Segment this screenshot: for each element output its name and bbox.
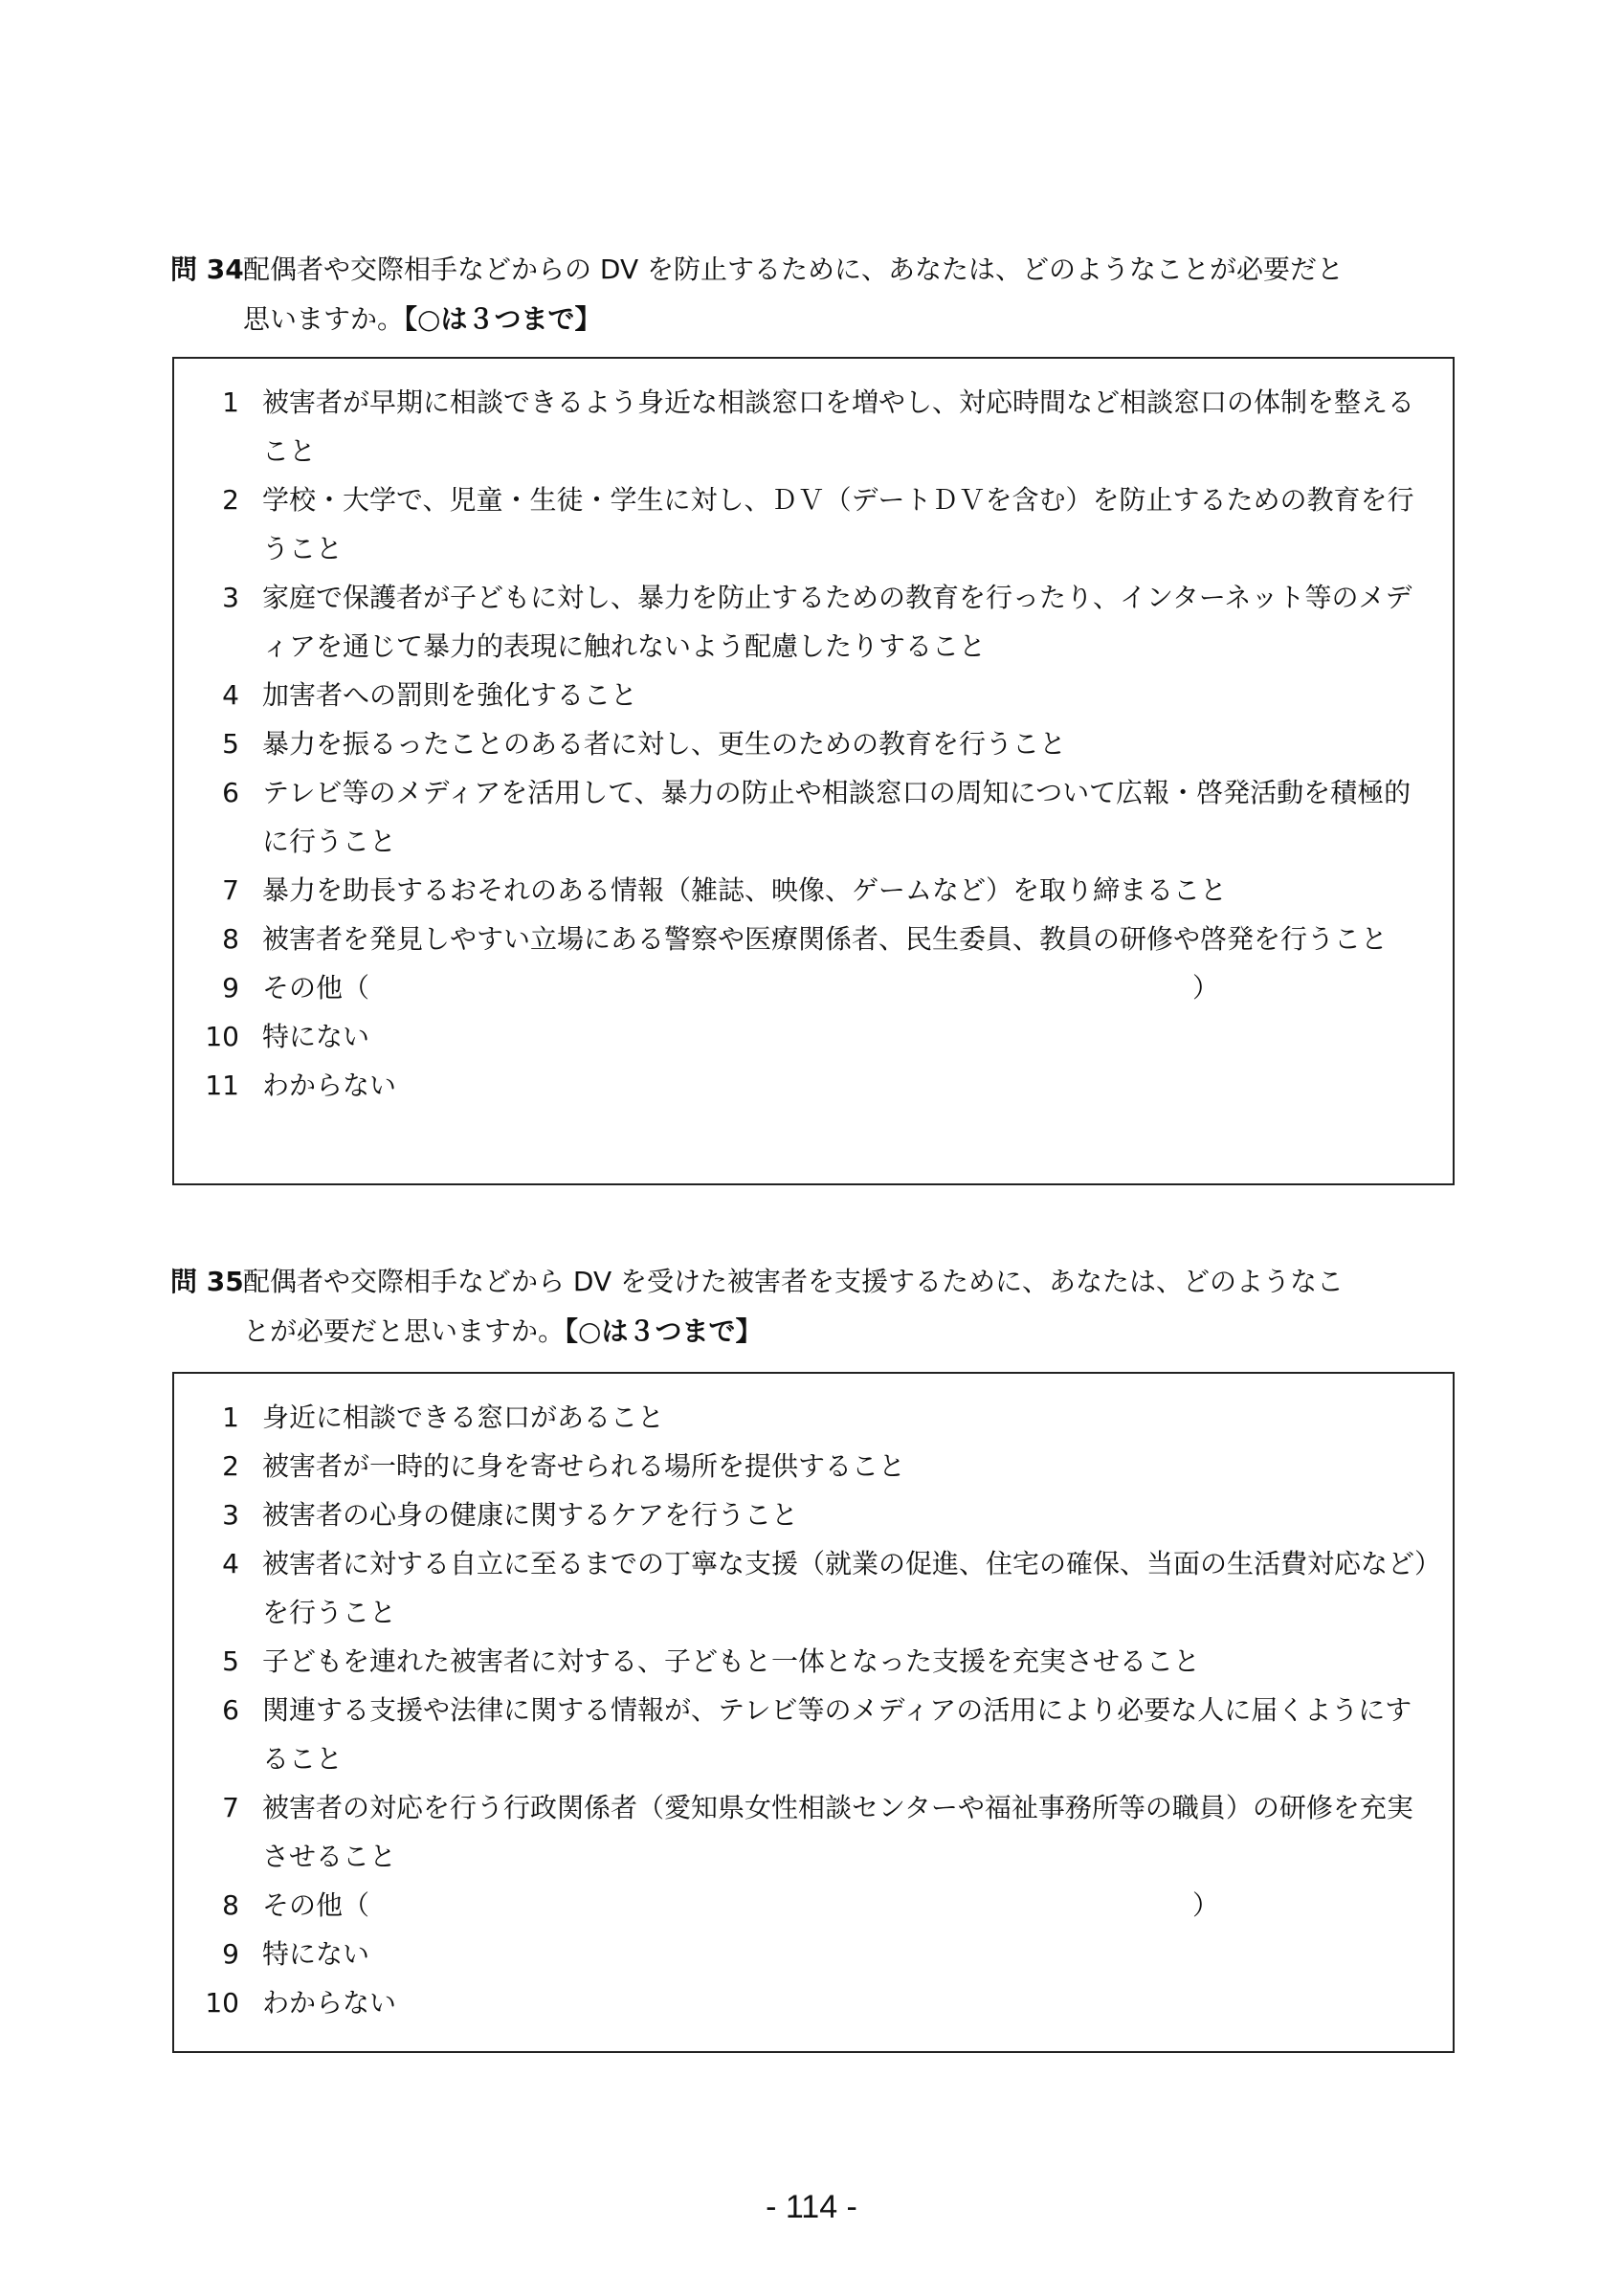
option-number: 5 (222, 728, 239, 760)
option-number: 9 (222, 1938, 239, 1970)
option-text: テレビ等のメディアを活用して、暴力の防止や相談窓口の周知について広報・啓発活動を積極的に行うこと (262, 777, 1412, 857)
option-text: 特にない (262, 1938, 370, 1970)
option-other-close-paren: ） (1192, 972, 1220, 1004)
option-item (174, 1686, 1432, 1783)
question-34-line2 (170, 295, 1453, 344)
option-text: 家庭で保護者が子どもに対し、暴力を防止するための教育を行ったり、インターネット等のメディアを通じて暴力的表現に触れないよう配慮したりすること (262, 582, 1412, 662)
option-number: 2 (222, 1450, 239, 1482)
option-number: 1 (222, 386, 239, 418)
option-other-label: その他（ (262, 1889, 370, 1921)
option-item (174, 573, 1432, 671)
option-text: 加害者への罰則を強化すること (262, 679, 638, 711)
question-35-heading (170, 1257, 1453, 1307)
option-number: 6 (222, 1694, 239, 1726)
option-other-close-paren: ） (1192, 1889, 1220, 1921)
question-34-text-line1: 配偶者や交際相手などからの DV を防止するために、あなたは、どのようなことが必要だと (243, 254, 1345, 285)
option-item (174, 1978, 1432, 2027)
option-item (174, 1539, 1432, 1637)
option-item (174, 671, 1432, 719)
option-other (174, 963, 1432, 1012)
option-item (174, 768, 1432, 866)
question-34-label: 問 34 (170, 254, 244, 285)
option-text: 被害者を発見しやすい立場にある警察や医療関係者、民生委員、教員の研修や啓発を行うこと (262, 923, 1389, 955)
option-number: 10 (205, 1021, 239, 1052)
option-item (174, 1393, 1432, 1442)
option-text: 暴力を助長するおそれのある情報（雑誌、映像、ゲームなど）を取り締まること (262, 874, 1228, 906)
option-text: 被害者の対応を行う行政関係者（愛知県女性相談センターや福祉事務所等の職員）の研修を充実させること (262, 1792, 1413, 1872)
option-number: 8 (222, 923, 239, 955)
option-other (174, 1881, 1432, 1930)
option-number: 1 (222, 1402, 239, 1433)
question-35-label: 問 35 (170, 1266, 244, 1297)
option-item (174, 1012, 1432, 1061)
option-number: 6 (222, 777, 239, 808)
option-text: 被害者が早期に相談できるよう身近な相談窓口を増やし、対応時間など相談窓口の体制を整えること (262, 386, 1415, 467)
question-35-note: 【○は３つまで】 (565, 1315, 763, 1347)
option-text: 関連する支援や法律に関する情報が、テレビ等のメディアの活用により必要な人に届くようにすること (262, 1694, 1412, 1775)
option-number: 2 (222, 484, 239, 516)
question-34-text-line2: 思いますか。 (243, 303, 405, 335)
option-number: 7 (222, 874, 239, 906)
option-text: わからない (262, 1070, 397, 1101)
option-item (174, 1783, 1432, 1881)
option-number: 10 (205, 1987, 239, 2019)
question-35-text-line1: 配偶者や交際相手などから DV を受けた被害者を支援するために、あなたは、どのようなこ (243, 1266, 1345, 1297)
option-item (174, 1490, 1432, 1539)
page-number: - 114 - (766, 2189, 857, 2225)
option-text: 特にない (262, 1021, 370, 1052)
option-text: 被害者が一時的に身を寄せられる場所を提供すること (262, 1450, 906, 1482)
option-other-field (262, 963, 1432, 1012)
option-item (174, 866, 1432, 915)
question-35 (170, 1257, 1453, 1357)
option-number: 11 (205, 1070, 239, 1101)
option-text: わからない (262, 1987, 397, 2019)
option-number: 9 (222, 972, 239, 1004)
question-35-text-line2: とが必要だと思いますか。 (243, 1315, 566, 1347)
question-35-line2 (170, 1307, 1453, 1357)
option-item (174, 378, 1432, 475)
option-number: 8 (222, 1889, 239, 1921)
option-text: 被害者の心身の健康に関するケアを行うこと (262, 1499, 799, 1531)
option-text: 子どもを連れた被害者に対する、子どもと一体となった支援を充実させること (262, 1645, 1201, 1677)
question-34 (170, 245, 1453, 344)
option-text: 学校・大学で、児童・生徒・学生に対し、ＤＶ（デートＤＶを含む）を防止するための教育を行うこと (262, 484, 1414, 564)
option-item (174, 1061, 1432, 1110)
option-item (174, 1637, 1432, 1686)
question-34-heading (170, 245, 1453, 295)
question-34-options-box (172, 357, 1455, 1185)
option-number: 4 (222, 1548, 239, 1579)
option-number: 3 (222, 582, 239, 613)
option-text: 暴力を振るったことのある者に対し、更生のための教育を行うこと (262, 728, 1067, 760)
option-item (174, 1930, 1432, 1978)
option-text: 身近に相談できる窓口があること (262, 1402, 665, 1433)
option-other-field (262, 1881, 1432, 1930)
option-number: 7 (222, 1792, 239, 1823)
option-item (174, 475, 1432, 573)
question-35-options-box (172, 1372, 1455, 2053)
option-other-label: その他（ (262, 972, 370, 1004)
question-34-note: 【○は３つまで】 (404, 303, 602, 335)
option-number: 5 (222, 1645, 239, 1677)
option-text: 被害者に対する自立に至るまでの丁寧な支援（就業の促進、住宅の確保、当面の生活費対応など）を行うこと (262, 1548, 1429, 1628)
option-item (174, 915, 1432, 963)
option-number: 3 (222, 1499, 239, 1531)
option-number: 4 (222, 679, 239, 711)
option-item (174, 719, 1432, 768)
option-item (174, 1442, 1432, 1490)
